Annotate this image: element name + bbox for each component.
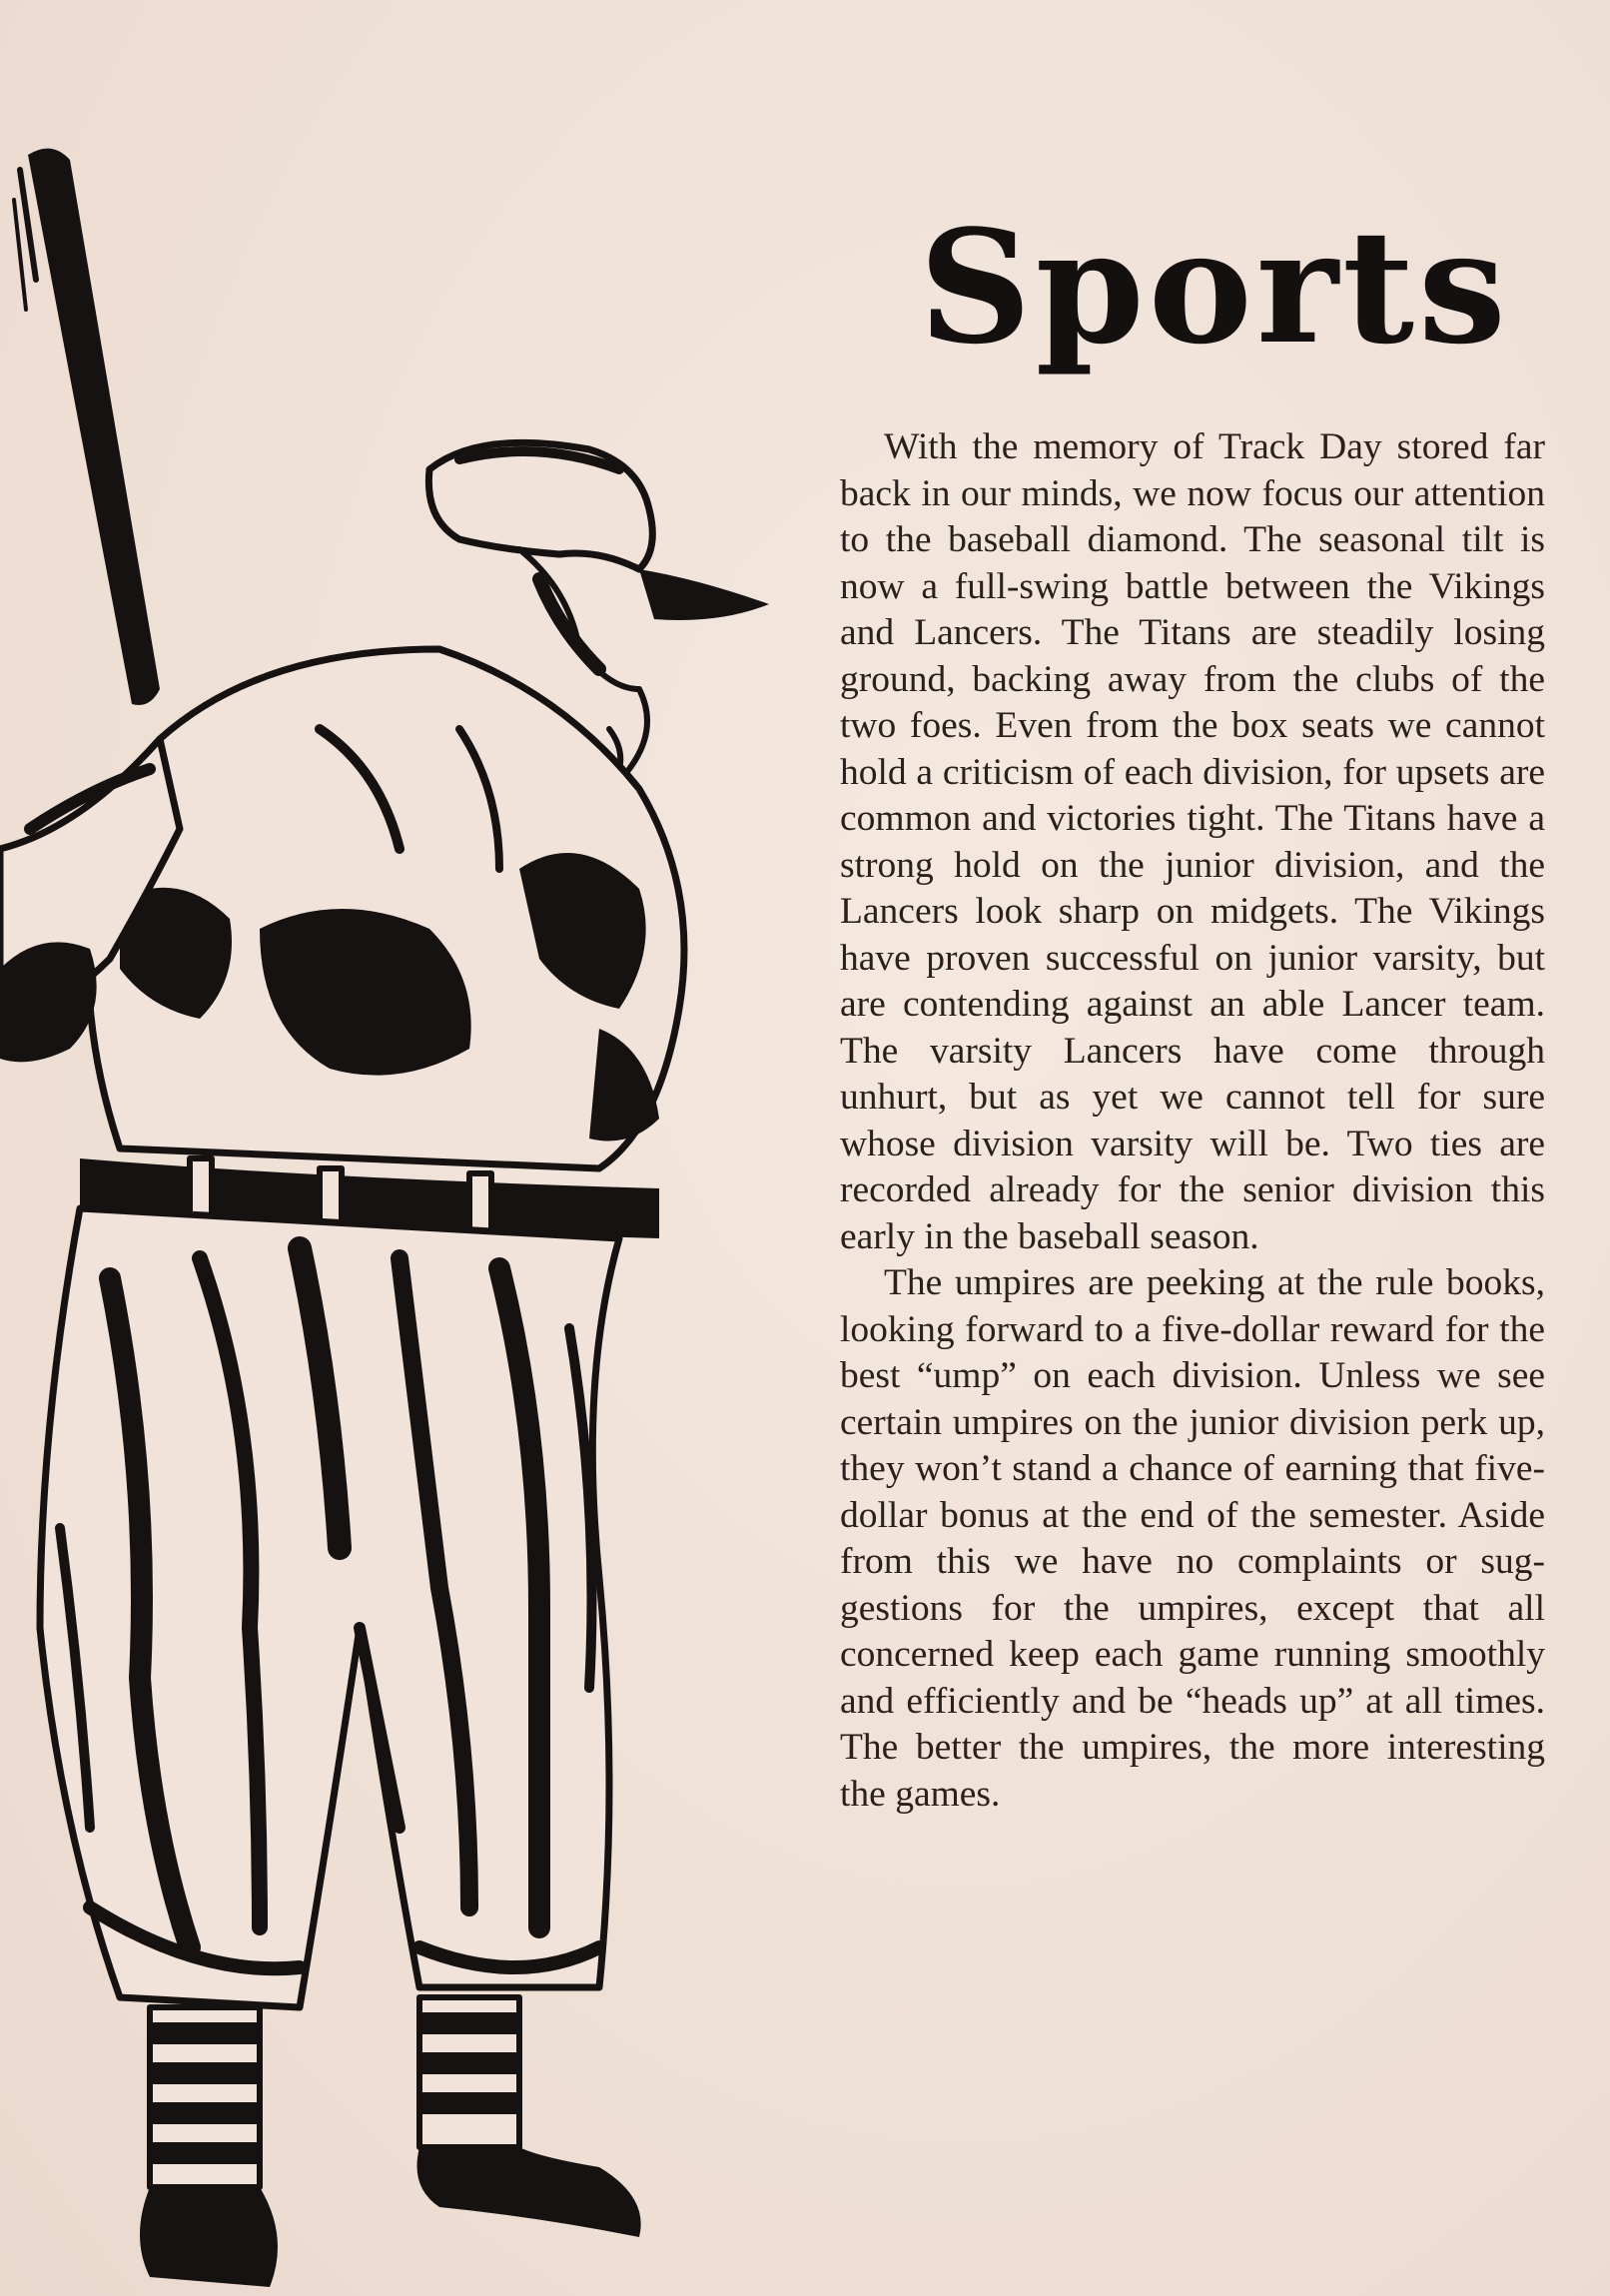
article-paragraph: With the memory of Track Day stored far back in our minds, we now focus our attention to the baseball diamond. The seasonal tilt is now a full-swing battle between the Vikings and Lancers. The Titans are steadily losing ground, backing away from the clubs of the two foes. Even from the box seats we cannot hold a criticism of each division, for upsets are common and victories tight. The Titans have a strong hold on the junior division, and the Lancers look sharp on midgets. The Vikings have proven successful on junior varsity, but are contending against an able Lancer team. The varsity Lancers have come through unhurt, but as yet we cannot tell for sure whose division varsity will be. Two ties are recorded already for the senior division this early in the baseball season. <box>840 426 1545 1257</box>
article-body <box>840 424 1545 1818</box>
page-title: Sports <box>919 196 1510 379</box>
baseball-batter-illustration <box>0 130 779 2296</box>
pants-icon <box>40 1208 619 2007</box>
article-paragraph: The umpires are peeking at the rule books, looking forward to a five-dollar reward for the best “ump” on each division. Unless we see certain umpires on the junior division perk up, they won’t stand a chance of earning that five-dollar bonus at the end of the semester. Aside from this we have no complaints or suggestions for the umpires, except that all concerned keep each game running smoothly and efficiently and be “heads up” at all times. The better the umpires, the more interesting the games. <box>840 1262 1545 1815</box>
bat-icon <box>14 149 160 705</box>
